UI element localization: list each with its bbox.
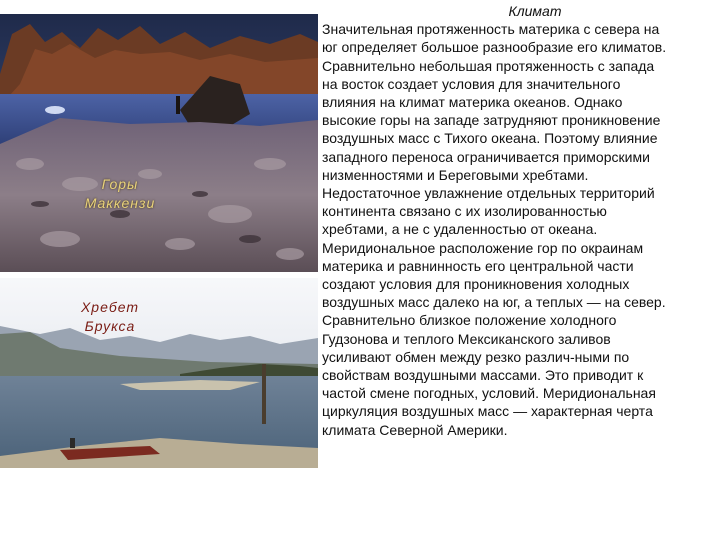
climate-body: Значительная протяженность материка с севера на юг определяет большое разнообразие его климатов. Сравнительно небольшая протяженность с запада на восток создает условия для значительного влияния на климат материка океанов. Однако высокие горы на западе затрудняют проникновение воздушных масс с Тихого океана. Поэтому влияние западного переноса ограничивается приморскими низменностями и Береговыми хребтами. Недостаточное увлажнение отдельных территорий континента связано с их изолированностью хребтами, а не с удаленностью от океана. Меридиональное расположение гор по окраинам материка и равнинность его центральной части создают условия для проникновения холодных воздушных масс далеко на юг, а теплых — на север. Сравнительно близкое положение холодного Гудзонова и теплого Мексиканского заливов усиливают обмен между резко различ-ными по свойствам воздушными массами. Это приводит к частой смене погодных, условий. Меридиональная циркуляция воздушных масс — характерная черта климата Северной Америки.: [322, 21, 667, 438]
mackenzie-caption-line2: Маккензи: [84, 195, 156, 211]
brooks-caption-line2: Брукса: [84, 318, 136, 334]
climate-title: Климат: [508, 3, 562, 19]
mackenzie-caption-line1: Горы: [101, 176, 139, 192]
climate-text-block: [322, 2, 718, 439]
mackenzie-mountains-photo: [0, 14, 318, 272]
mackenzie-caption: [70, 175, 170, 213]
brooks-caption-line1: Хребет: [80, 299, 140, 315]
brooks-caption: [55, 298, 165, 336]
